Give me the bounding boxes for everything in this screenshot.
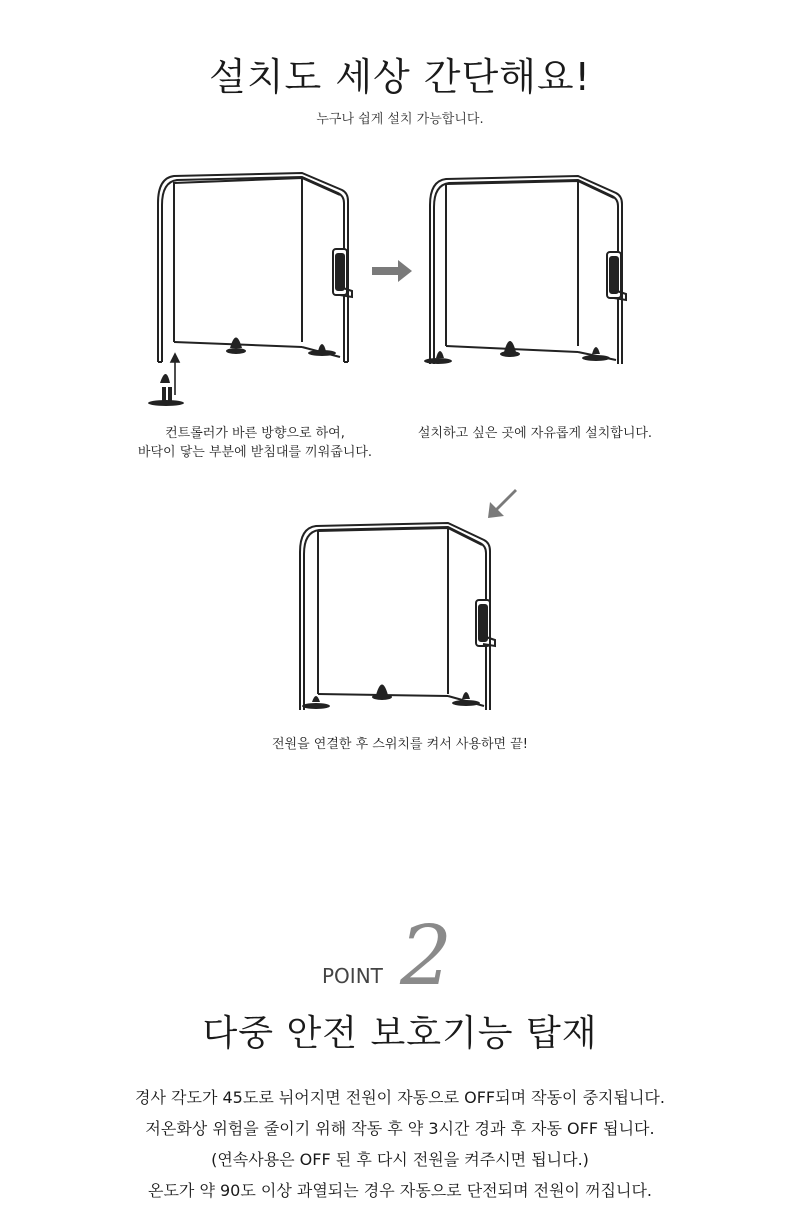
install-title: 설치도 세상 간단해요! — [209, 55, 591, 99]
safety-line: 저온화상 위험을 줄이기 위해 작동 후 약 3시간 경과 후 자동 OFF 됩니다. — [145, 1119, 655, 1138]
point-label — [0, 909, 800, 1004]
step3-heater-illustration — [290, 518, 520, 723]
safety-line: 온도가 약 90도 이상 과열되는 경우 자동으로 단전되며 전원이 꺼집니다. — [148, 1181, 652, 1200]
step3-caption: 전원을 연결한 후 스위치를 켜서 사용하면 끝! — [271, 737, 529, 752]
step1-caption — [110, 424, 400, 462]
step1-caption-line2: 바닥이 닿는 부분에 받침대를 끼워줍니다. — [137, 445, 373, 460]
step2-caption: 설치하고 싶은 곳에 자유롭게 설치합니다. — [417, 426, 653, 441]
step1-caption-line1: 컨트롤러가 바른 방향으로 하여, — [165, 426, 345, 441]
point-word: POINT — [322, 964, 383, 988]
step2-heater-illustration — [420, 172, 650, 382]
install-subtitle: 누구나 쉽게 설치 가능합니다. — [316, 112, 484, 127]
step1-heater-illustration — [140, 165, 370, 415]
point-number: 2 — [400, 909, 453, 1004]
safety-line: (연속사용은 OFF 된 후 다시 전원을 켜주시면 됩니다.) — [211, 1150, 589, 1169]
safety-description — [0, 1082, 800, 1206]
arrow-right-icon — [372, 258, 414, 284]
safety-heading: 다중 안전 보호기능 탑재 — [202, 1013, 598, 1054]
arrow-down-left-icon — [486, 486, 520, 520]
safety-line: 경사 각도가 45도로 뉘어지면 전원이 자동으로 OFF되며 작동이 중지됩니다. — [135, 1088, 665, 1107]
